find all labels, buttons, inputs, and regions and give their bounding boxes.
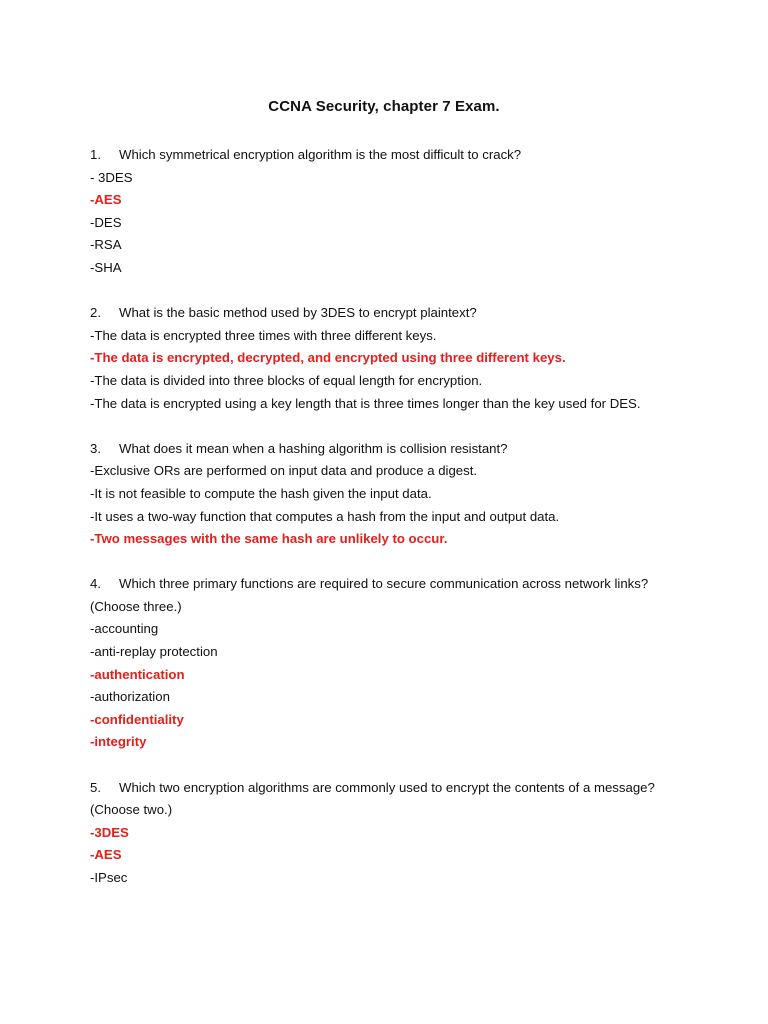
question-text: Which three primary functions are required to secure communication across network links? (Choose three.) — [90, 576, 649, 614]
answer-option: -authorization — [90, 689, 170, 705]
answer-option: -Exclusive ORs are performed on input data and produce a digest. — [90, 463, 478, 479]
correct-answer-option: -Two messages with the same hash are unlikely to occur. — [90, 531, 448, 547]
correct-answer-option: -3DES — [90, 824, 129, 840]
question-number: 3. — [90, 440, 101, 456]
question-number: 2. — [90, 305, 101, 321]
question-number: 4. — [90, 576, 101, 592]
answer-option: -The data is encrypted using a key length that is three times longer than the key used for DES. — [90, 395, 641, 411]
correct-answer-option: -The data is encrypted, decrypted, and encrypted using three different keys. — [90, 350, 566, 366]
answer-option: -The data is encrypted three times with three different keys. — [90, 327, 437, 343]
question-2 — [90, 302, 690, 415]
question-number: 5. — [90, 779, 101, 795]
question-header — [90, 573, 690, 618]
correct-answer-option: -authentication — [90, 666, 185, 682]
answer-option: -The data is divided into three blocks of equal length for encryption. — [90, 372, 483, 388]
question-text: What does it mean when a hashing algorithm is collision resistant? — [119, 440, 508, 456]
correct-answer-option: -AES — [90, 847, 122, 863]
question-1 — [90, 144, 690, 280]
question-header — [90, 777, 690, 822]
answer-option: -It is not feasible to compute the hash given the input data. — [90, 485, 432, 501]
answer-option: -SHA — [90, 259, 122, 275]
question-header — [90, 438, 690, 461]
answer-option: -It uses a two-way function that computes a hash from the input and output data. — [90, 508, 560, 524]
answer-option: -RSA — [90, 237, 122, 253]
question-3 — [90, 438, 690, 551]
correct-answer-option: -integrity — [90, 734, 147, 750]
correct-answer-option: -AES — [90, 192, 122, 208]
answer-option: -anti-replay protection — [90, 644, 218, 660]
question-text: Which two encryption algorithms are commonly used to encrypt the contents of a message? (Choose two.) — [90, 779, 655, 818]
question-5 — [90, 777, 690, 890]
answer-option: -DES — [90, 214, 122, 230]
question-text: What is the basic method used by 3DES to encrypt plaintext? — [119, 305, 477, 321]
answer-option: - 3DES — [90, 169, 133, 185]
answer-option: -accounting — [90, 621, 159, 637]
document-title: CCNA Security, chapter 7 Exam. — [268, 98, 500, 115]
question-number: 1. — [90, 147, 101, 162]
question-header — [90, 144, 690, 167]
question-text: Which symmetrical encryption algorithm is the most difficult to crack? — [119, 147, 522, 162]
question-4 — [90, 573, 690, 754]
correct-answer-option: -confidentiality — [90, 711, 184, 727]
question-list — [90, 144, 690, 912]
question-header — [90, 302, 690, 325]
answer-option: -IPsec — [90, 870, 128, 885]
